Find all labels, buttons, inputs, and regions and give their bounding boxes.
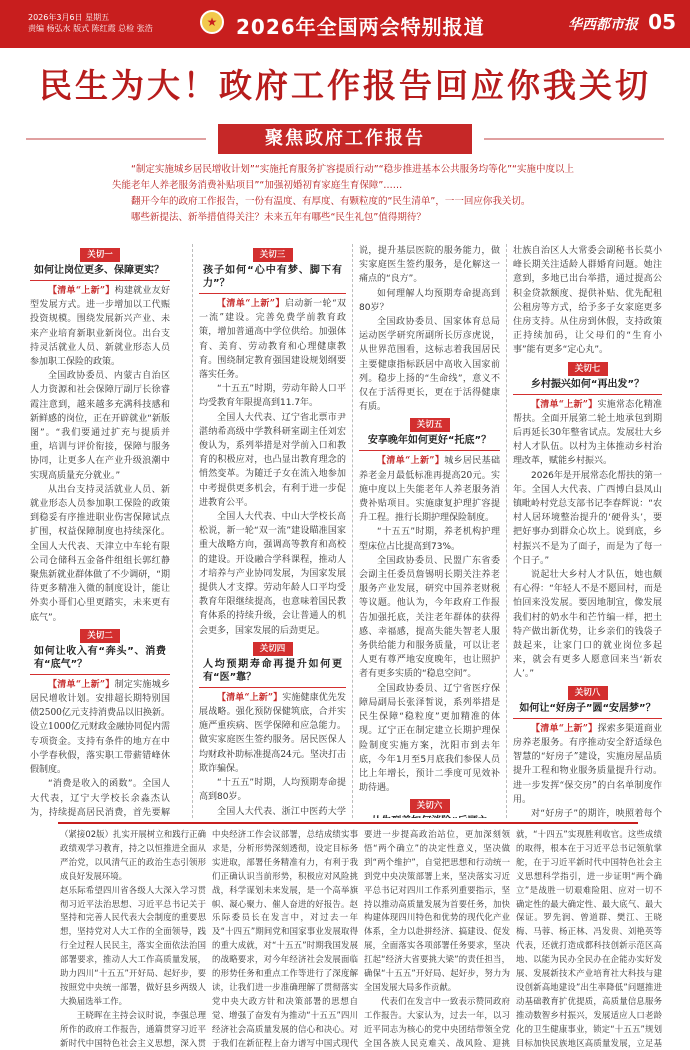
body-paragraph: “十五五”时期，劳动年龄人口平均受教育年限提高到11.7年。 (199, 384, 346, 409)
lead-line: 哪些新提法、新举措值得关注？未来五年有哪些“民生礼包”值得期待？ (131, 212, 426, 223)
section-label: 关切六 (410, 799, 450, 813)
body-paragraph: 如何理解人均预期寿命提高到80岁？ (359, 288, 500, 313)
article-column-2 (192, 244, 346, 818)
section-label: 关切一 (80, 248, 120, 262)
body-paragraph: 王晓晖在主持会议时说，李强总理所作的政府工作报告，通篇贯穿习近平新时代中国特色社会主义思想，深入贯 (60, 1009, 206, 1048)
body-paragraph: 从出台支持灵活就业人员、新就业形态人员参加职工保险的政策到稳妥有序推进职业伤害保障试点扩围，权益保障制度也持续深化。全国人大代表、天津立中车轮有限公司仓储科五金备件组组长郭红静聚焦新就业群体做了不少调研，“期待更多精准入微的制度设计，能让外卖小哥们心里更踏实，未来更有底气”。 (30, 484, 170, 623)
body-paragraph: 壮族自治区人大常委会副秘书长莫小峰长期关注适龄人群婚育问题。她注意到，多地已出台举措，通过提高公积金贷款额度、提供补贴、优先配租公租房等方式，给予多子女家庭更多住房支持。从住房到休假，支持政策正持续加码，让父母们的“生育小事”能有更多“定心丸”。 (513, 246, 662, 356)
policy-quote: 【清单“上新”】探索多渠道商业房养老服务。有序推动安全舒适绿色智慧的“好房子”建设，实施房屋品质提升工程和物业服务质量提升行动。进一步发挥“保交房”的白名单制度作用。 (513, 723, 662, 805)
newspaper-logo: 华西都市报 (568, 17, 638, 33)
article-column-3 (352, 244, 500, 818)
article-column-4 (506, 244, 662, 818)
issue-date: 2026年3月6日 星期五 (28, 13, 110, 22)
lead-paragraph (112, 162, 582, 226)
section-heading: 乡村振兴如何“再出发”？ (513, 376, 662, 395)
body-paragraph: 全国人大代表、浙江中医药大学 (217, 806, 346, 817)
bottom-column-4 (516, 828, 662, 1048)
body-paragraph: 中央经济工作会议部署，总结成绩实事求是，分析形势深刻透彻，设定目标务实进取，部署任务精准有力，有利于我们正确认识当前形势，积极应对风险挑战，科学谋划未来发展，是一个高举旗帜、凝心聚力、催人奋进的好报告。赵乐际委员长在发言中，对过去一年及“十四五”期间党和国家事业发展取得的重大成就，对“十五五”时期我国发展的战略要求，对今年经济社会发展面临的形势任务和重点工作等进行了深度解读，让我们进一步准确理解了贯彻落实党中央大政方针和决策部署的思想自觉、增强了奋发有为推动“十五五”四川经济社会高质量发展的信心和决心。对于我们在新征程上奋力谱写中国式现代 (212, 829, 358, 1048)
section-heading: 如何让收入有“奔头”、消费有“底气”？ (30, 643, 170, 675)
body-paragraph: 全国人大代表、中山大学校长高松说，新一轮“双一流”建设瞄准国家重大战略方向，强调高等教育和高校的建设。开设融合学科课程，推动人才培养与产业协同发展，为国家发展提供人才支撑。劳动年龄人口平均受教育年限继续提高，也意味着国民教育体系的持续升级，会让普通人的机会更多，国家发展的后劲更足。 (199, 512, 346, 636)
quote-tag: 【清单“上新”】 (217, 299, 285, 309)
body-paragraph: 全国政协委员、国家体育总局运动医学研究所副所长厉彦虎说，从世界范围看，这标志着我国居民主要健康指标跃居中高收入国家前列。稳步上扬的“生命线”，意义不仅在于活得更长，更在于活得健康有质。 (359, 317, 500, 413)
lead-line: “制定实施城乡居民增收计划”“实施托育服务扩容提质行动”“稳步推进基本公共服务均等化”“实施中度以上失能老年人养老服务消费补贴项目”“加强初婚初育家庭生育保障”…… (112, 164, 574, 191)
main-headline: 民生为大！政府工作报告回应你我关切 (39, 66, 651, 105)
section-label: 关切五 (410, 418, 450, 432)
bottom-column-3 (364, 828, 510, 1048)
body-paragraph: 就，“十四五”实现胜利收官。这些成绩的取得，根本在于习近平总书记领航掌舵，在于习近平新时代中国特色社会主义思想科学指引，进一步证明“两个确立”是战胜一切艰难险阻、应对一切不确定性的最大确定性、最大底气、最大保证。罗先润、曾道群、樊江、王晓梅、马蓉、杨正林、冯发贵、刘艳英等代表，还就打造成都科技创新示范区高地、以能为民办全民办在企能办实好发展、发展新技术产业培育社大科技与建设创新高地建设”出生率降低”问题推进动基础教育扩优提质，高质量信息服务推动数智乡村振兴，发展适应人口老龄化的卫生健康事业，锁定“十五五”规划目标加快民族地区高质量发展，立足基 (516, 829, 662, 1048)
policy-quote: 【清单“上新”】城乡居民基础养老金月最低标准再提高20元。实施中度以上失能老年人养老服务消费补贴项目。实施康复护理扩容提升工程。推行长期护理保险制度。 (359, 456, 500, 524)
policy-quote: 【清单“上新”】实施健康优先发展战略。强化预防保健筑底，合并实施严重疾病、医学保障和应急能力。做实家庭医生签约服务。居民医保人均财政补助标准提高24元。坚决打击欺诈骗保。 (199, 692, 346, 774)
section-label: 关切四 (253, 642, 293, 656)
quote-tag: 【清单“上新”】 (531, 399, 598, 410)
section-heading (359, 813, 500, 818)
body-paragraph: 2026年是开展常态化帮扶的第一年。全国人大代表、广西博白县凤山镇毗岭村党总支部书记李春辉说：“农村人居环境整治提升的‘硬骨头’，要把好事办到群众心坎上。说到底，乡村振兴不是为了面子，而是为了每一个日子。” (513, 470, 662, 566)
section-title: 2026年全国两会特别报道 (236, 15, 485, 39)
body-paragraph: 全国政协委员、辽宁省医疗保障局副局长张泽皙说，系列举措是民生保障“稳粒度”更加精准的体现。辽宁正在制定建立长期护理保险制度实施方案，沈阳市到去年底，今年1月至5月底我们参保人员比上年增长，预计二季度可见效补助待遇。 (359, 683, 500, 794)
body-paragraph: （紧接02版）扎实开展树立和践行正确政绩观学习教育，持之以恒推进全面从严治党，以风清气正的政治生态引领形成良好发展环境。 赵乐际希望四川省各级人大深入学习贯彻习近平法治思想、习近平总书记关于坚持和完善人民代表大会制度的重要思想，坚持党对人大工作的全面领导，践行全过程人民民主，落实全面依法治国部署要求，推动人大工作高质量发展，助力四川“十五五”开好局、起好步，要按照党中央统一部署，做好县乡两级人大换届选举工作。 (60, 829, 206, 1006)
quote-tag: 【清单“上新”】 (531, 723, 598, 734)
quote-tag: 【清单“上新”】 (217, 692, 283, 703)
body-paragraph: “十五五”时期，养老机构护理型床位占比提高到73%。 (359, 527, 500, 552)
section-label: 关切二 (80, 629, 120, 643)
article-column-1 (30, 244, 170, 818)
section-heading: 安享晚年如何更好“托底”？ (359, 432, 500, 451)
policy-quote: 【清单“上新”】制定实施城乡居民增收计划。安排超长期特别国债2500亿元支持消费品以旧换新。设立1000亿元财政金融协同促内需专项资金。支持有条件的地方在中小学春秋假，落实职工带薪错峰休假制度。 (30, 679, 170, 776)
body-paragraph: 说，提升基层医院的服务能力，做实家庭医生签约服务，是化解这一痛点的“良方”。 (359, 246, 500, 285)
section-divider (58, 822, 638, 824)
bottom-column-1 (60, 828, 206, 1048)
lead-line: 翻开今年的政府工作报告，一份有温度、有厚度、有颗粒度的“民生清单”，一一回应你我关切。 (131, 196, 531, 207)
body-paragraph: 全国人大代表、辽宁省北票市尹湛纳希高级中学教科研室副主任刘宏俊认为，系列举措是对学前入口和教育的积极应对，也凸显出教育理念的悄然变革。为随迁子女在流入地参加中考提供更多机会，有利于进一步促进教育公平。 (199, 412, 346, 508)
bottom-column-2 (212, 828, 358, 1048)
policy-quote: 【清单“上新”】启动新一轮“双一流”建设。完善免费学前教育政策，增加普通高中学位供给。加强体育、美育、劳动教育和心理健康教育。围绕制定教育强国建设规划纲要落实任务。 (199, 299, 346, 381)
section-label: 关切八 (568, 686, 608, 700)
quote-tag: 【清单“上新”】 (377, 456, 445, 467)
topic-banner: 聚焦政府工作报告 (218, 124, 472, 154)
section-heading: 人均预期寿命再提升如何更有“医”靠？ (199, 656, 346, 688)
section-label: 关切三 (253, 248, 293, 262)
page-number: 05 (648, 10, 676, 34)
body-paragraph: “消费是收入的函数”。全国人大代表，辽宁大学校长余淼杰认为，持续提高居民消费，首先要解 (30, 779, 170, 818)
section-heading: 孩子如何“心中有梦、脚下有力”？ (199, 262, 346, 294)
section-heading: 如何让“好房子”圆“安居梦”？ (513, 700, 662, 719)
body-paragraph: 全国政协委员、民盟广东省委会副主任委员詹锡明长期关注养老服务产业发展，研究中国养老财税等议题。他认为，今年政府工作报告加强托底，关注老年群体的获得感、幸福感，提高失能失智老人服务供给能力和服务质量，可以让老人更有尊严地安度晚年，也让照护者有更多实质的“稳息空间”。 (359, 555, 500, 680)
body-paragraph: “十五五”时期，人均预期寿命提高到80岁。 (199, 778, 346, 803)
section-label: 关切七 (568, 362, 608, 376)
editors-line: 责编 杨弘水 版式 陈红霞 总检 张浩 (28, 24, 153, 33)
body-paragraph: 说起壮大乡村人才队伍，她也颇有心得：“年轻人不是不愿回村，而是怕回来没发展。要因地制宜，像发展我们村的奶水牛和芒竹编一样，把土特产做出新优势，让乡亲们的钱袋子鼓起来，让家门口的就业岗位多起来，就会有更多人愿意回来当‘新农人’。” (513, 570, 662, 680)
quote-tag: 【清单“上新”】 (48, 679, 115, 690)
page-header (0, 0, 690, 48)
national-emblem-icon: ★ (200, 10, 224, 34)
body-paragraph: 全国政协委员、内蒙古自治区人力资源和社会保障厅副厅长徐睿霞注意到，越来越多充满科技感和新鲜感的岗位，正在开辟就业“新版图”。“我们要通过扩充与提质并重，培训与评价衔接，保障与服务协同，让更多人在产业升级浪潮中实现高质量充分就业。” (30, 371, 170, 481)
policy-quote: 【清单“上新”】实施常态化精准帮扶。全面开展第二轮土地承包到期后再延长30年整省试点。发展壮大乡村人才队伍。以村为主体推动乡村治理改革，赋能乡村振兴。 (513, 399, 662, 467)
section-heading: 如何让岗位更多、保障更实？ (30, 262, 170, 281)
body-paragraph: 要进一步提高政治站位，更加深刻领悟“两个确立”的决定性意义，坚决做到“两个维护”，自觉把思想和行动统一到党中央决策部署上来，坚决落实习近平总书记对四川工作系列重要指示，坚持以推动高质量发展为首要任务，加快构建体现四川特色和优势的现代化产业体系，全力以赴拼经济、搞建设、促发展，全面落实各项部署任务要求，坚决扛起“经济大省要挑大梁”的责任担当，确保“十五五”开好局、起好步，努力为全国发展大局多作贡献。 (364, 829, 510, 992)
body-paragraph: 代表们在发言中一致表示赞同政府工作报告。大家认为，过去一年，以习近平同志为核心的党中央团结带领全党全国各族人民克难关、战风险、迎挑 (364, 995, 510, 1048)
quote-tag: 【清单“上新”】 (48, 286, 115, 296)
policy-quote: 【清单“上新”】构建就业友好型发展方式。进一步增加以工代赈投资规模。围绕发展新兴产业、未来产业培育新职业新岗位。出台支持灵活就业人员、新就业形态人员参加职工保险的政策。 (30, 286, 170, 368)
body-paragraph: 对“好房子”的期许，映照着每个 (531, 808, 662, 818)
header-meta (28, 12, 153, 34)
